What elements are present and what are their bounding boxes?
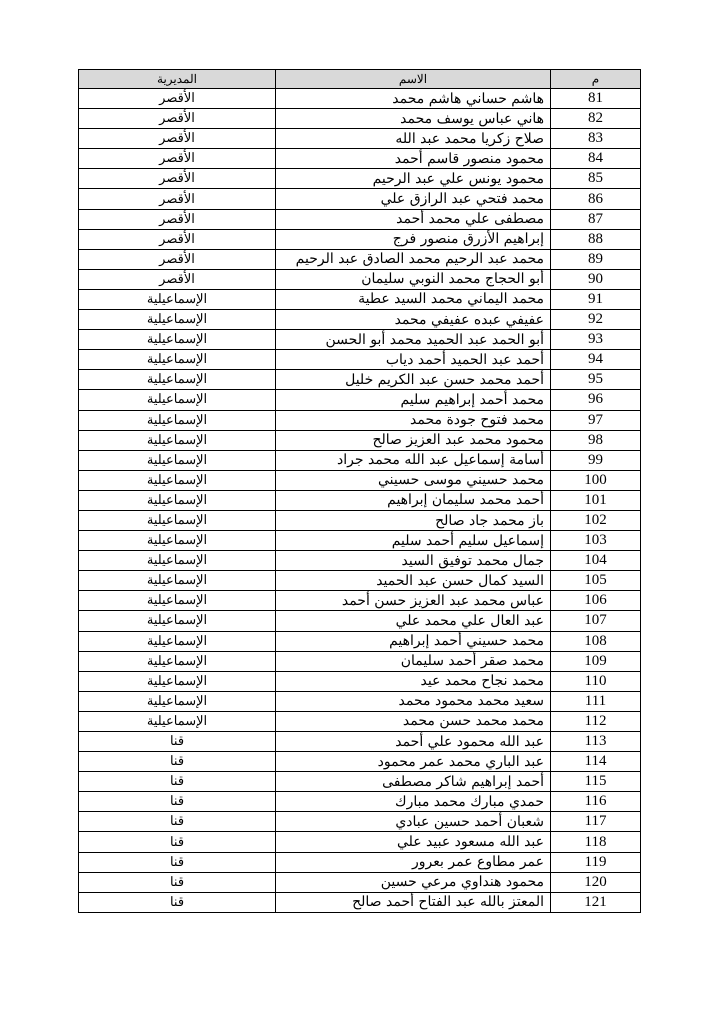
table-row <box>79 551 641 571</box>
name-cell: أسامة إسماعيل عبد الله محمد جراد <box>276 450 551 470</box>
number-cell: 121 <box>551 892 641 912</box>
name-cell: عمر مطاوع عمر بعرور <box>276 852 551 872</box>
name-cell: محمد نجاح محمد عيد <box>276 671 551 691</box>
number-cell: 109 <box>551 651 641 671</box>
number-cell: 100 <box>551 470 641 490</box>
directorate-cell: الأقصر <box>79 89 276 109</box>
name-cell: أحمد محمد سليمان إبراهيم <box>276 490 551 510</box>
directorate-cell: الإسماعيلية <box>79 310 276 330</box>
directorate-cell: الإسماعيلية <box>79 631 276 651</box>
name-cell: عبد الباري محمد عمر محمود <box>276 752 551 772</box>
number-cell: 116 <box>551 792 641 812</box>
directorate-cell: الإسماعيلية <box>79 551 276 571</box>
number-cell: 104 <box>551 551 641 571</box>
name-cell: حمدي مبارك محمد مبارك <box>276 792 551 812</box>
directorate-cell: الإسماعيلية <box>79 490 276 510</box>
directorate-cell: قنا <box>79 752 276 772</box>
number-cell: 85 <box>551 169 641 189</box>
number-cell: 83 <box>551 129 641 149</box>
directorate-cell: الإسماعيلية <box>79 651 276 671</box>
number-cell: 89 <box>551 249 641 269</box>
names-table <box>78 69 641 913</box>
name-cell: محمد اليماني محمد السيد عطية <box>276 289 551 309</box>
table-row <box>79 410 641 430</box>
table-row <box>79 892 641 912</box>
directorate-cell: الأقصر <box>79 269 276 289</box>
directorate-cell: الإسماعيلية <box>79 390 276 410</box>
table-row <box>79 752 641 772</box>
name-cell: أحمد محمد حسن عبد الكريم خليل <box>276 370 551 390</box>
number-cell: 82 <box>551 109 641 129</box>
header-number: م <box>551 70 641 89</box>
table-row <box>79 631 641 651</box>
number-cell: 105 <box>551 571 641 591</box>
name-cell: محمد عبد الرحيم محمد الصادق عبد الرحيم <box>276 249 551 269</box>
table-row <box>79 651 641 671</box>
directorate-cell: الأقصر <box>79 189 276 209</box>
directorate-cell: الأقصر <box>79 129 276 149</box>
table-row <box>79 872 641 892</box>
directorate-cell: قنا <box>79 732 276 752</box>
name-cell: شعبان أحمد حسين عبادي <box>276 812 551 832</box>
directorate-cell: الإسماعيلية <box>79 531 276 551</box>
name-cell: إسماعيل سليم أحمد سليم <box>276 531 551 551</box>
table-row <box>79 671 641 691</box>
number-cell: 88 <box>551 229 641 249</box>
table-row <box>79 711 641 731</box>
directorate-cell: قنا <box>79 892 276 912</box>
name-cell: محمود يونس علي عبد الرحيم <box>276 169 551 189</box>
name-cell: أحمد إبراهيم شاكر مصطفى <box>276 772 551 792</box>
table-row <box>79 249 641 269</box>
table-row <box>79 89 641 109</box>
directorate-cell: الإسماعيلية <box>79 691 276 711</box>
name-cell: جمال محمد توفيق السيد <box>276 551 551 571</box>
table-row <box>79 269 641 289</box>
name-cell: محمد فتحي عبد الرازق علي <box>276 189 551 209</box>
table-row <box>79 792 641 812</box>
directorate-cell: الإسماعيلية <box>79 510 276 530</box>
table-row <box>79 490 641 510</box>
number-cell: 118 <box>551 832 641 852</box>
table-row <box>79 390 641 410</box>
name-cell: عبد الله مسعود عبيد علي <box>276 832 551 852</box>
directorate-cell: الإسماعيلية <box>79 571 276 591</box>
name-cell: المعتز بالله عبد الفتاح أحمد صالح <box>276 892 551 912</box>
number-cell: 93 <box>551 330 641 350</box>
table-row <box>79 169 641 189</box>
number-cell: 98 <box>551 430 641 450</box>
number-cell: 103 <box>551 531 641 551</box>
directorate-cell: الأقصر <box>79 209 276 229</box>
name-cell: عبد الله محمود علي أحمد <box>276 732 551 752</box>
directorate-cell: الإسماعيلية <box>79 470 276 490</box>
number-cell: 113 <box>551 732 641 752</box>
table-row <box>79 832 641 852</box>
name-cell: عباس محمد عبد العزيز حسن أحمد <box>276 591 551 611</box>
number-cell: 92 <box>551 310 641 330</box>
number-cell: 114 <box>551 752 641 772</box>
table-row <box>79 350 641 370</box>
directorate-cell: الأقصر <box>79 249 276 269</box>
number-cell: 97 <box>551 410 641 430</box>
directorate-cell: الأقصر <box>79 149 276 169</box>
directorate-cell: الإسماعيلية <box>79 671 276 691</box>
name-cell: سعيد محمد محمود محمد <box>276 691 551 711</box>
number-cell: 107 <box>551 611 641 631</box>
directorate-cell: الإسماعيلية <box>79 711 276 731</box>
name-cell: أحمد عبد الحميد أحمد دياب <box>276 350 551 370</box>
name-cell: محمد فتوح جودة محمد <box>276 410 551 430</box>
name-cell: محمود محمد عبد العزيز صالح <box>276 430 551 450</box>
directorate-cell: قنا <box>79 872 276 892</box>
number-cell: 99 <box>551 450 641 470</box>
name-cell: محمد حسيني موسى حسيني <box>276 470 551 490</box>
number-cell: 86 <box>551 189 641 209</box>
directorate-cell: الأقصر <box>79 109 276 129</box>
table-row <box>79 510 641 530</box>
document-page <box>78 69 640 913</box>
table-row <box>79 591 641 611</box>
directorate-cell: الإسماعيلية <box>79 430 276 450</box>
number-cell: 111 <box>551 691 641 711</box>
table-row <box>79 450 641 470</box>
number-cell: 90 <box>551 269 641 289</box>
directorate-cell: قنا <box>79 852 276 872</box>
table-row <box>79 129 641 149</box>
directorate-cell: الإسماعيلية <box>79 611 276 631</box>
directorate-cell: الإسماعيلية <box>79 450 276 470</box>
table-row <box>79 571 641 591</box>
name-cell: السيد كمال حسن عبد الحميد <box>276 571 551 591</box>
name-cell: هاني عباس يوسف محمد <box>276 109 551 129</box>
table-row <box>79 370 641 390</box>
name-cell: عبد العال علي محمد علي <box>276 611 551 631</box>
table-row <box>79 470 641 490</box>
table-row <box>79 611 641 631</box>
number-cell: 119 <box>551 852 641 872</box>
directorate-cell: الإسماعيلية <box>79 350 276 370</box>
table-row <box>79 149 641 169</box>
name-cell: محمد صقر أحمد سليمان <box>276 651 551 671</box>
table-row <box>79 812 641 832</box>
table-row <box>79 772 641 792</box>
table-row <box>79 209 641 229</box>
number-cell: 108 <box>551 631 641 651</box>
directorate-cell: قنا <box>79 772 276 792</box>
name-cell: صلاح زكريا محمد عبد الله <box>276 129 551 149</box>
name-cell: محمد حسيني أحمد إبراهيم <box>276 631 551 651</box>
number-cell: 101 <box>551 490 641 510</box>
directorate-cell: الأقصر <box>79 229 276 249</box>
directorate-cell: الإسماعيلية <box>79 289 276 309</box>
number-cell: 95 <box>551 370 641 390</box>
table-row <box>79 189 641 209</box>
number-cell: 120 <box>551 872 641 892</box>
directorate-cell: الإسماعيلية <box>79 410 276 430</box>
table-row <box>79 852 641 872</box>
name-cell: محمد أحمد إبراهيم سليم <box>276 390 551 410</box>
directorate-cell: الإسماعيلية <box>79 330 276 350</box>
name-cell: أبو الحمد عبد الحميد محمد أبو الحسن <box>276 330 551 350</box>
name-cell: محمود منصور قاسم أحمد <box>276 149 551 169</box>
number-cell: 81 <box>551 89 641 109</box>
directorate-cell: قنا <box>79 812 276 832</box>
number-cell: 84 <box>551 149 641 169</box>
name-cell: باز محمد جاد صالح <box>276 510 551 530</box>
table-row <box>79 310 641 330</box>
number-cell: 91 <box>551 289 641 309</box>
name-cell: مصطفى علي محمد أحمد <box>276 209 551 229</box>
number-cell: 96 <box>551 390 641 410</box>
name-cell: عفيفي عبده عفيفي محمد <box>276 310 551 330</box>
number-cell: 112 <box>551 711 641 731</box>
table-row <box>79 330 641 350</box>
table-header-row <box>79 70 641 89</box>
directorate-cell: قنا <box>79 792 276 812</box>
number-cell: 102 <box>551 510 641 530</box>
number-cell: 87 <box>551 209 641 229</box>
directorate-cell: قنا <box>79 832 276 852</box>
table-row <box>79 531 641 551</box>
table-row <box>79 430 641 450</box>
number-cell: 110 <box>551 671 641 691</box>
table-row <box>79 732 641 752</box>
name-cell: أبو الحجاج محمد النوبي سليمان <box>276 269 551 289</box>
name-cell: محمود هنداوي مرعي حسين <box>276 872 551 892</box>
name-cell: محمد محمد حسن محمد <box>276 711 551 731</box>
header-name: الاسم <box>276 70 551 89</box>
number-cell: 94 <box>551 350 641 370</box>
table-row <box>79 691 641 711</box>
table-row <box>79 289 641 309</box>
directorate-cell: الإسماعيلية <box>79 591 276 611</box>
table-row <box>79 229 641 249</box>
number-cell: 115 <box>551 772 641 792</box>
directorate-cell: الإسماعيلية <box>79 370 276 390</box>
number-cell: 117 <box>551 812 641 832</box>
header-directorate: المديرية <box>79 70 276 89</box>
number-cell: 106 <box>551 591 641 611</box>
directorate-cell: الأقصر <box>79 169 276 189</box>
name-cell: إبراهيم الأزرق منصور فرج <box>276 229 551 249</box>
table-row <box>79 109 641 129</box>
name-cell: هاشم حساني هاشم محمد <box>276 89 551 109</box>
